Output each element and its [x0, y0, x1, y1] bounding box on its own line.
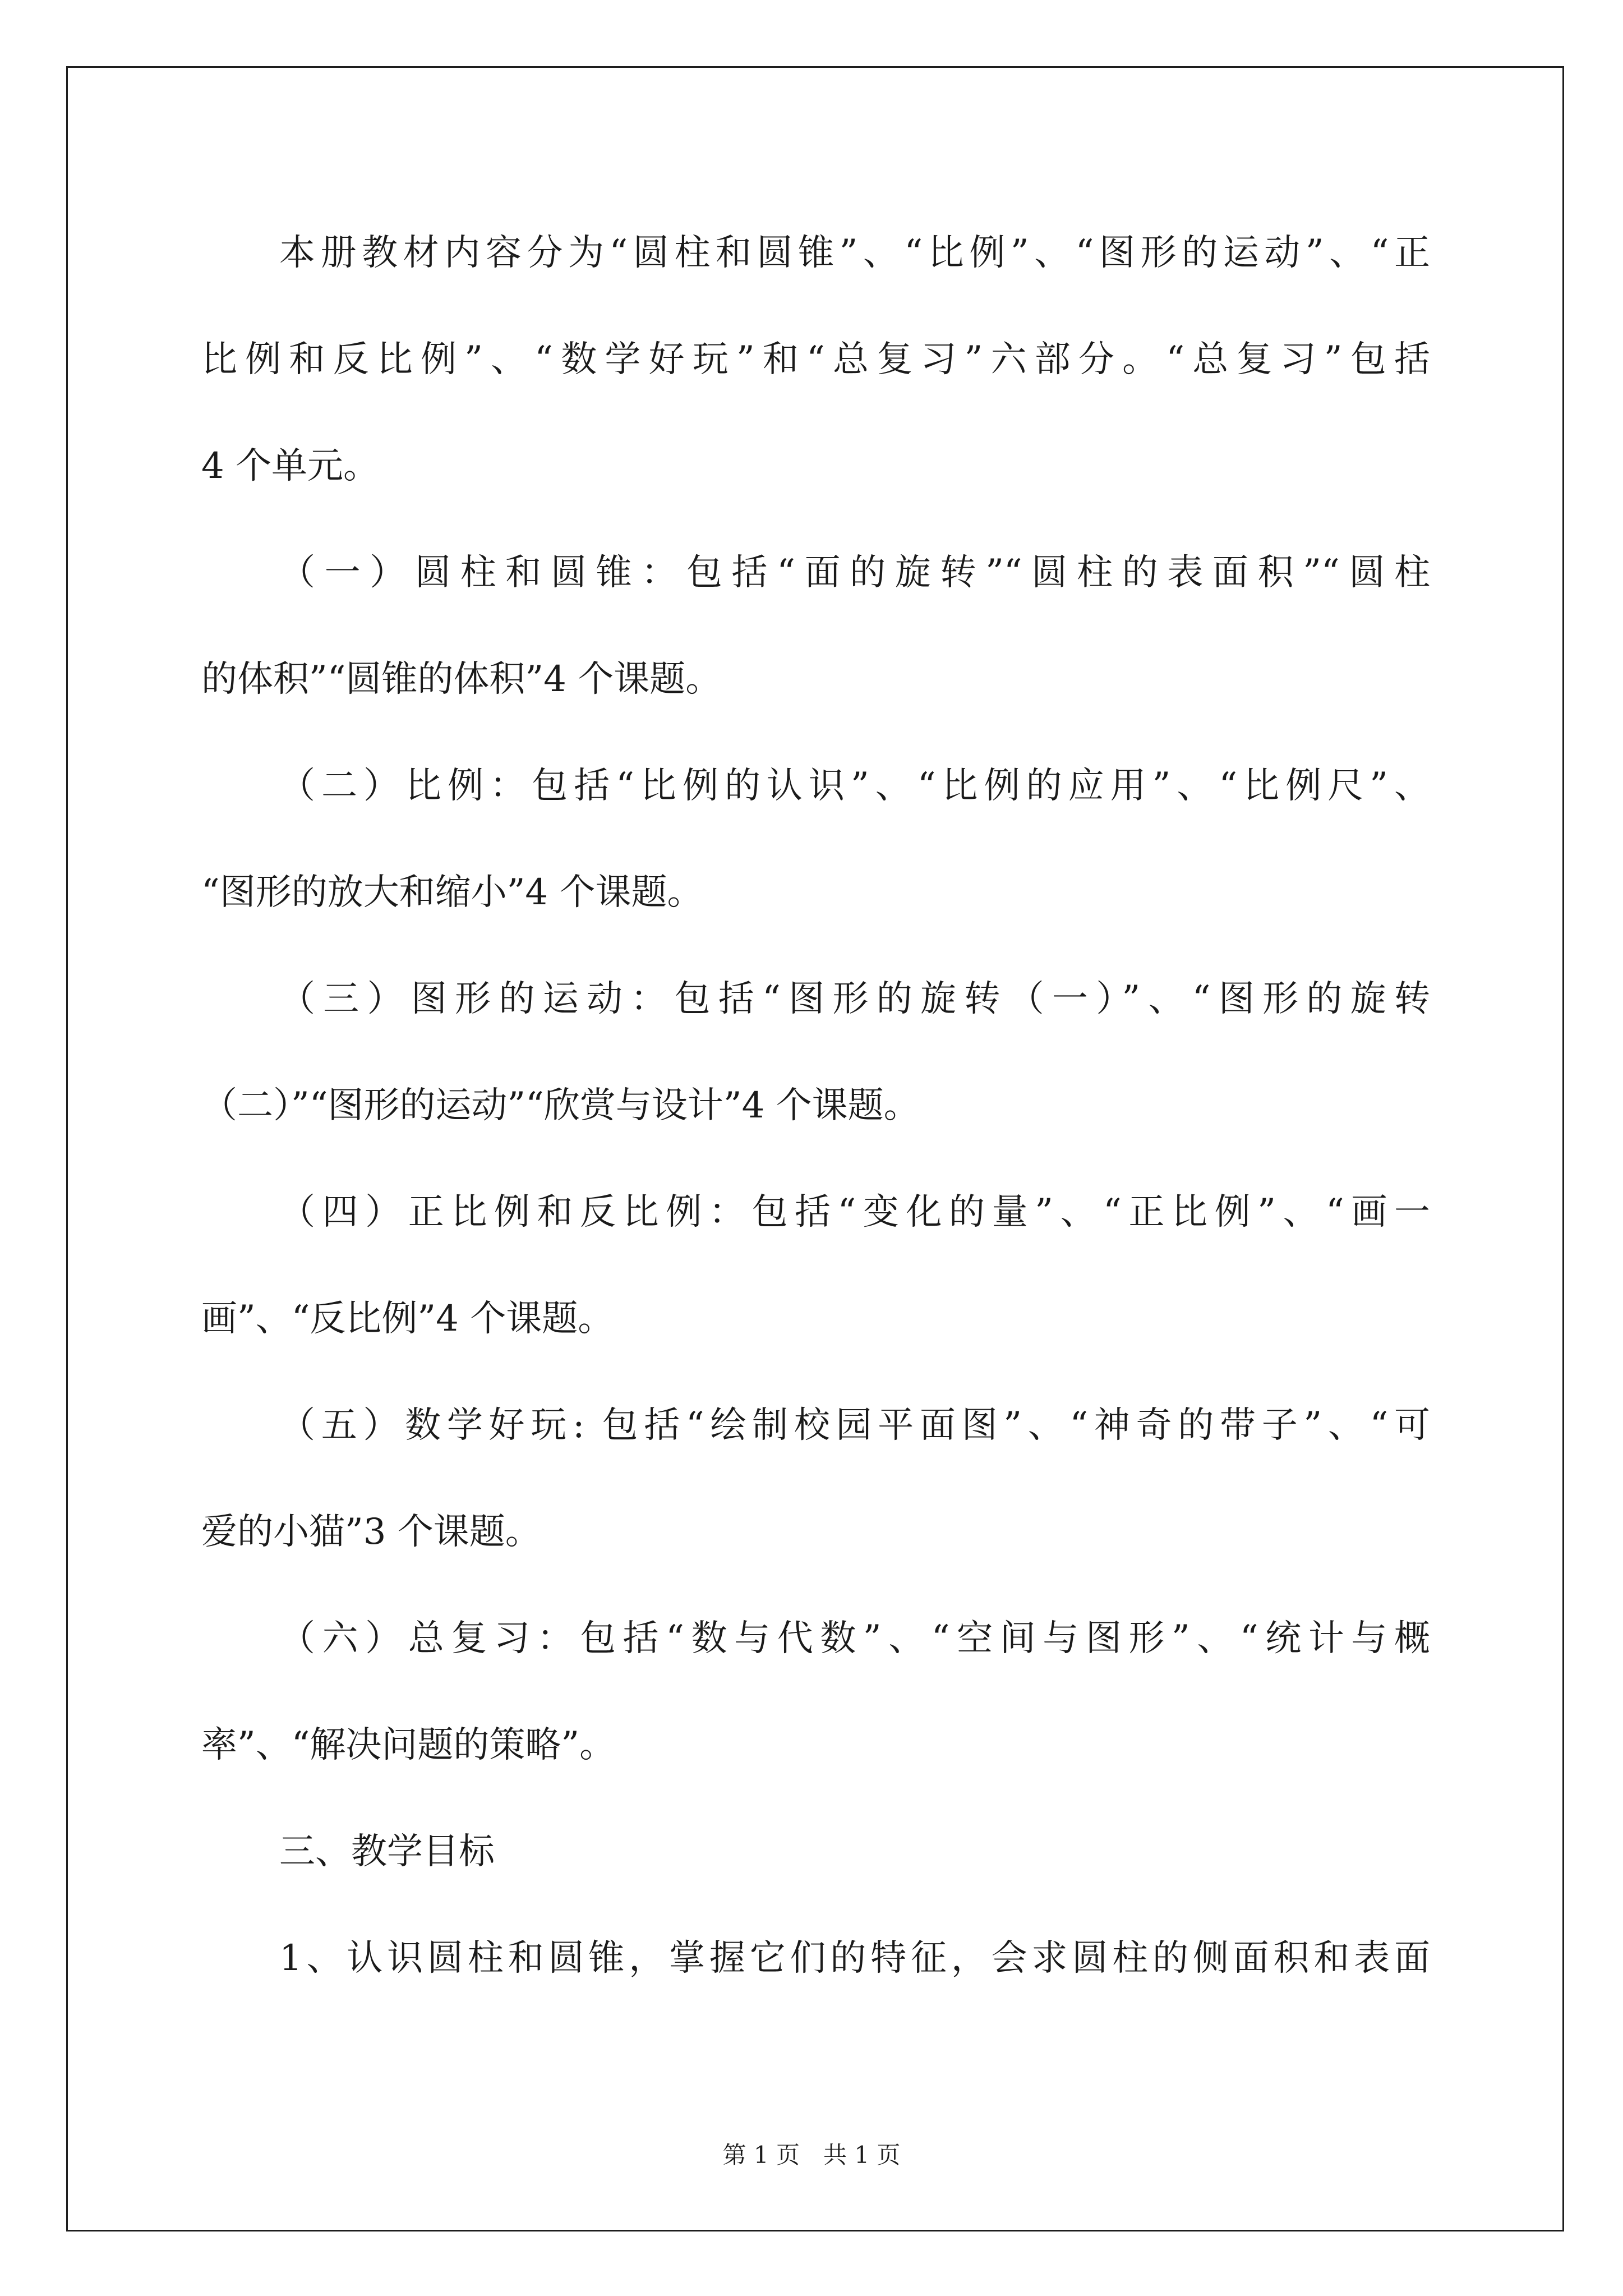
- text-line: （一）圆柱和圆锥：包括“面的旋转”“圆柱的表面积”“圆柱: [279, 552, 1430, 593]
- unit-cylinder-cone-paragraph: [201, 519, 1430, 733]
- text-line: （二）比例：包括“比例的认识”、“比例的应用”、“比例尺”、: [279, 765, 1430, 807]
- section-heading: 三、教学目标: [279, 1831, 495, 1872]
- unit-math-fun-paragraph: [201, 1372, 1430, 1585]
- text-line: 4 个单元。: [201, 445, 380, 487]
- text-line: （四）正比例和反比例：包括“变化的量”、“正比例”、“画一: [279, 1191, 1430, 1233]
- unit-proportion-paragraph: [201, 1159, 1430, 1372]
- content-overview-paragraph: [201, 200, 1430, 519]
- text-line: （二）”“图形的运动”“欣赏与设计”4 个课题。: [201, 1085, 920, 1126]
- page-number-footer: 第 1 页 共 1 页: [722, 2141, 901, 2169]
- text-line: 画”、“反比例”4 个课题。: [201, 1298, 614, 1340]
- text-line: 爱的小猫”3 个课题。: [201, 1511, 541, 1553]
- text-line: “图形的放大和缩小”4 个课题。: [201, 872, 703, 913]
- text-line: （三）图形的运动：包括“图形的旋转（一）”、“图形的旋转: [279, 978, 1430, 1020]
- unit-ratio-paragraph: [201, 733, 1430, 946]
- text-line: （六）总复习：包括“数与代数”、“空间与图形”、“统计与概: [279, 1618, 1430, 1659]
- text-line: 率”、“解决问题的策略”。: [201, 1724, 616, 1766]
- unit-review-paragraph: [201, 1585, 1430, 1798]
- text-line: 1、认识圆柱和圆锥，掌握它们的特征，会求圆柱的侧面积和表面: [279, 1938, 1430, 1979]
- text-line: 本册教材内容分为“圆柱和圆锥”、“比例”、“图形的运动”、“正: [279, 232, 1430, 274]
- teaching-goals-heading: [201, 1798, 1430, 1905]
- unit-figure-motion-paragraph: [201, 946, 1430, 1159]
- text-line: 比例和反比例”、“数学好玩”和“总复习”六部分。“总复习”包括: [201, 339, 1430, 380]
- document-body: [201, 200, 1430, 2012]
- text-line: （五）数学好玩: 包括“绘制校园平面图”、“神奇的带子”、“可: [279, 1405, 1430, 1446]
- text-line: 的体积”“圆锥的体积”4 个课题。: [201, 659, 722, 700]
- goal-1-paragraph: [201, 1905, 1430, 2012]
